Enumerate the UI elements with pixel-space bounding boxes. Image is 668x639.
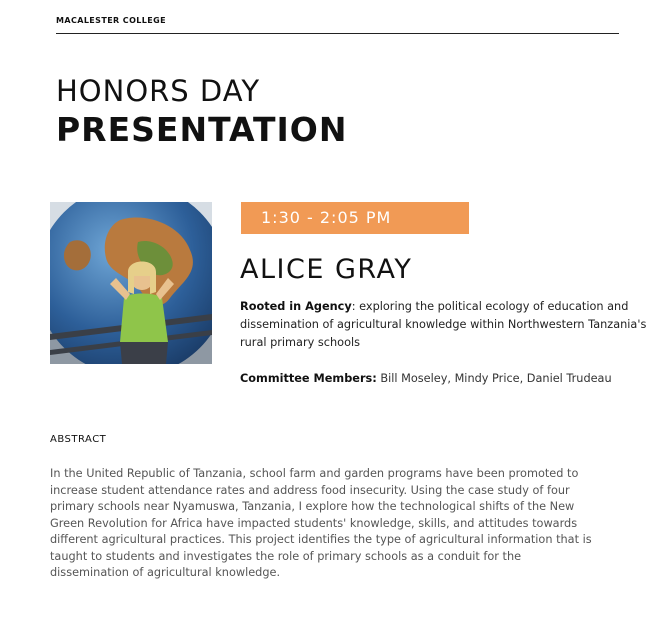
committee-label: Committee Members:: [240, 372, 377, 385]
committee-members: [240, 370, 640, 388]
page-title-line2: PRESENTATION: [56, 110, 348, 149]
page-title-line1: HONORS DAY: [56, 74, 261, 108]
header-divider: [56, 33, 619, 34]
abstract-body: In the United Republic of Tanzania, school farm and garden programs have been promoted to increase student attendance rates and address food insecurity. Using the case study of four primary schools near Nyamuswa, Tanzania, I explore how the technological shifts of the New Green Revolution for Africa have impacted students' knowledge, skills, and attitudes towards different agricultural practices. This project identifies the type of agricultural information that is taught to students and investigates the role of primary schools as a conduit for the dissemination of agricultural knowledge.: [50, 467, 592, 579]
presenter-name: ALICE GRAY: [240, 254, 413, 285]
project-description: [240, 298, 666, 352]
project-subtitle: : exploring the political ecology of education and dissemination of agricultural knowledge within Northwestern Tanzania's rural primary schools: [240, 300, 647, 349]
presenter-photo: [50, 202, 212, 364]
time-badge: 1:30 - 2:05 PM: [241, 202, 469, 234]
project-title: Rooted in Agency: [240, 300, 352, 313]
abstract-heading: ABSTRACT: [50, 434, 107, 445]
committee-names: Bill Moseley, Mindy Price, Daniel Trudeau: [376, 372, 612, 385]
college-name: MACALESTER COLLEGE: [56, 16, 166, 25]
